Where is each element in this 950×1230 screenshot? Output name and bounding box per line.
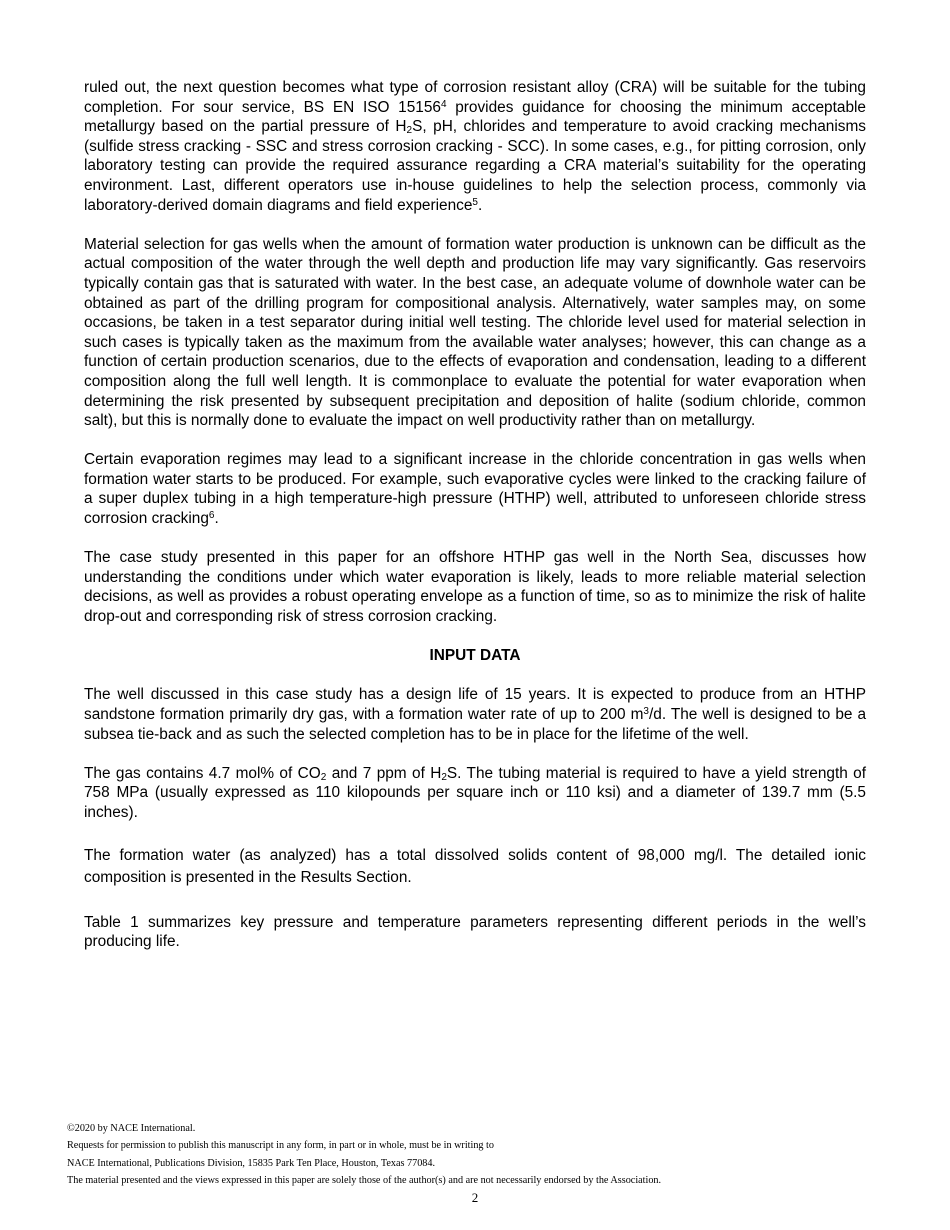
- chemical-subscript: 2: [406, 125, 413, 137]
- paragraph-text: provides guidance for choosing the minimum acceptable metallurgy based on the partial pressure of H: [84, 98, 866, 136]
- reference-superscript: 4: [440, 98, 447, 110]
- page-number: 2: [471, 1190, 479, 1205]
- paragraph: [84, 845, 866, 889]
- reference-superscript: 5: [472, 196, 478, 208]
- footer-address: NACE International, Publications Division, 15835 Park Ten Place, Houston, Texas 77084.: [67, 1157, 436, 1169]
- section-heading: INPUT DATA: [429, 647, 521, 665]
- paragraph: [84, 685, 866, 744]
- reference-superscript: 6: [208, 510, 215, 522]
- paragraph-text: and 7 ppm of H: [326, 764, 442, 782]
- paragraph-text: The gas contains 4.7 mol% of CO: [84, 764, 321, 782]
- paragraph-text: The formation water (as analyzed) has a total dissolved solids content of 98,000 mg/l. The detailed ionic composition is presented in the Results Section.: [84, 846, 866, 886]
- footer-permission: Requests for permission to publish this manuscript in any form, in part or in whole, must be in writing to: [67, 1140, 494, 1152]
- paragraph: [84, 913, 866, 952]
- paragraph: [84, 548, 866, 626]
- footer: [67, 1120, 887, 1189]
- paragraph-text: Certain evaporation regimes may lead to a significant increase in the chloride concentration in gas wells when formation water starts to be produced. For example, such evaporative cycles were linked to the cracking failure of a super duplex tubing in a high temperature-high pressure (HTHP) well, attributed to unforeseen chloride stress corrosion cracking: [84, 451, 866, 528]
- paragraph-text: S, pH, chlorides and temperature to avoid cracking mechanisms (sulfide stress cracking - SSC and stress corrosion cracking - SCC). In some cases, e.g., for pitting corrosion, only laboratory testing can provide the required assurance regarding a CRA material’s suitability for the operating environment. Last, different operators use in-house guidelines to help the selection process, commonly via laboratory-derived domain diagrams and field experience: [84, 118, 866, 214]
- paper-body: [84, 78, 866, 971]
- chemical-subscript: 2: [320, 771, 327, 783]
- chemical-subscript: 2: [441, 771, 447, 783]
- paragraph: [84, 450, 866, 528]
- reference-superscript: 3: [643, 706, 649, 717]
- paragraph: [84, 78, 866, 215]
- paragraph-text: Table 1 summarizes key pressure and temperature parameters representing different periods in the well’s producing life.: [84, 913, 866, 951]
- paragraph-text: The case study presented in this paper for an offshore HTHP gas well in the North Sea, discusses how understanding the conditions under which water evaporation is likely, leads to more reliable material selection decisions, as well as provides a robust operating envelope as a function of time, so as to minimize the risk of halite drop-out and corresponding risk of stress corrosion cracking.: [84, 549, 866, 626]
- paragraph-text: /d. The well is designed to be a subsea tie-back and as such the selected completion has to be in place for the lifetime of the well.: [84, 706, 866, 743]
- paragraph-text: Material selection for gas wells when the amount of formation water production is unknown can be difficult as the actual composition of the water through the well depth and production life may vary significantly. Gas reservoirs typically contain gas that is saturated with water. In the best case, an adequate volume of downhole water can be obtained as part of the drilling program for compositional analysis. Alternatively, water samples may, on some occasions, be taken in a test separator during initial well testing. The chloride level used for material selection in such cases is typically taken as the maximum from the available water analyses; however, this can change as a function of certain production scenarios, due to the effects of evaporation and condensation, leading to a different composition along the full well length. It is commonplace to evaluate the potential for water evaporation when determining the risk presented by subsequent precipitation and deposition of halite (sodium chloride, common salt), but this is normally done to evaluate the impact on well productivity rather than on metallurgy.: [84, 235, 866, 430]
- footer-disclaimer: The material presented and the views expressed in this paper are solely those of the author(s) and are not necessarily endorsed by the Association.: [67, 1174, 662, 1186]
- paragraph: [84, 764, 866, 823]
- paragraph-text: .: [477, 196, 483, 214]
- paragraph-text: S. The tubing material is required to have a yield strength of 758 MPa (usually expressed as 110 kilopounds per square inch or 110 ksi) and a diameter of 139.7 mm (5.5 inches).: [84, 764, 866, 821]
- paragraph-text: The well discussed in this case study has a design life of 15 years. It is expected to produce from an HTHP sandstone formation primarily dry gas, with a formation water rate of up to 200 m: [84, 686, 866, 723]
- paragraph: [84, 235, 866, 431]
- paragraph-text: ruled out, the next question becomes what type of corrosion resistant alloy (CRA) will be suitable for the tubing completion. For sour service, BS EN ISO 15156: [84, 79, 866, 116]
- paragraph-text: .: [214, 510, 219, 528]
- footer-copyright: ©2020 by NACE International.: [67, 1123, 196, 1134]
